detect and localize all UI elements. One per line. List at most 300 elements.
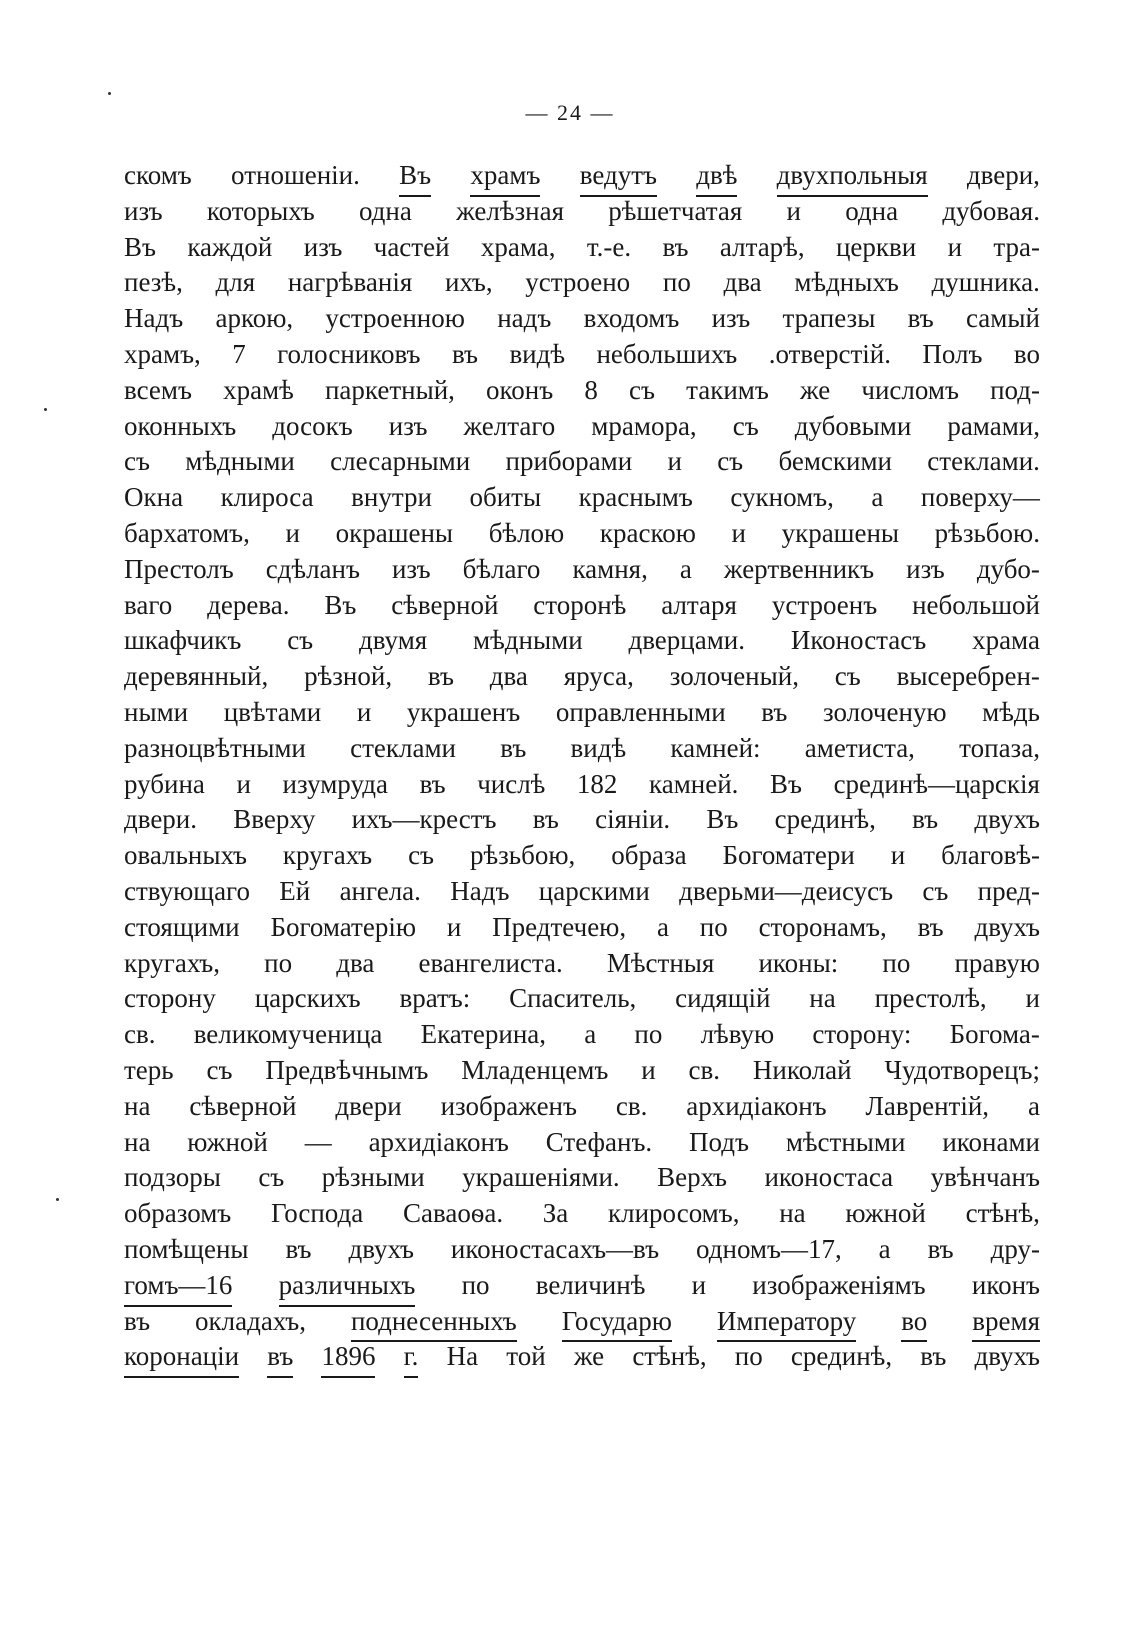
word: Младенцемъ: [461, 1054, 609, 1085]
word: престолѣ,: [874, 983, 987, 1014]
word: изъ: [124, 195, 163, 226]
word: нагрѣванія: [287, 267, 413, 298]
word: двухъ: [348, 1233, 414, 1264]
word: входомъ: [583, 303, 680, 334]
word: величинѣ: [535, 1269, 646, 1300]
word: съ: [922, 875, 949, 906]
word: стоящими: [124, 911, 240, 942]
word: по: [699, 911, 728, 942]
word: двери: [335, 1090, 402, 1121]
text-line: [124, 981, 1040, 1017]
word: въ: [912, 804, 939, 835]
text-line: [124, 1232, 1040, 1268]
word: оправленными: [555, 696, 726, 727]
text-line: [124, 444, 1040, 480]
word: же: [799, 374, 831, 405]
word: царскихъ: [254, 983, 361, 1014]
word: той: [506, 1341, 546, 1372]
word: царскими: [538, 875, 650, 906]
word: Мѣстныя: [606, 947, 715, 978]
word: отношеніи.: [231, 160, 360, 190]
word: топаза,: [959, 732, 1040, 763]
word: самый: [965, 303, 1040, 334]
word: лѣвую: [700, 1019, 775, 1050]
word: бѣлаго: [462, 553, 541, 584]
word: храмъ: [470, 158, 540, 197]
word: съ: [629, 374, 655, 405]
word: ствующаго: [124, 875, 250, 906]
word: дверцами.: [628, 625, 745, 656]
word: камней.: [649, 768, 739, 799]
word: дерева.: [207, 589, 290, 620]
text-line: [124, 838, 1040, 874]
word: съ: [258, 1162, 285, 1193]
word: кругахъ: [282, 840, 373, 871]
word: которыхъ: [206, 195, 315, 226]
body-text: [124, 158, 1040, 1375]
word: св.: [688, 1054, 720, 1085]
word: и: [641, 1054, 656, 1085]
word: рѣзными: [321, 1162, 425, 1193]
word: двухпольныя: [777, 158, 928, 197]
word: пред-: [977, 875, 1040, 906]
word: по: [634, 1019, 663, 1050]
word: аметиста,: [804, 732, 915, 763]
text-line: [124, 516, 1040, 552]
word: дубо-: [976, 553, 1040, 584]
word: же: [573, 1341, 605, 1372]
text-line: [124, 409, 1040, 445]
word: изъ: [303, 231, 343, 262]
word: Спаситель,: [509, 983, 637, 1014]
word: Надъ: [124, 303, 184, 334]
word: и: [731, 517, 746, 548]
word: по: [882, 947, 911, 978]
word: трапезы: [782, 303, 876, 334]
word: Престолъ: [124, 553, 234, 584]
word: и: [1025, 983, 1040, 1014]
text-line: [124, 1268, 1040, 1304]
word: дру-: [990, 1233, 1040, 1264]
word: образа: [611, 840, 687, 871]
word: яруса,: [563, 661, 634, 692]
word: благовѣ-: [941, 840, 1040, 871]
word: ваго: [124, 589, 173, 620]
text-line: [124, 230, 1040, 266]
word: Николай: [752, 1054, 852, 1085]
word: аркою,: [215, 303, 294, 334]
word: во: [901, 1304, 927, 1343]
word: окрашены: [335, 517, 454, 548]
word: въ: [917, 911, 944, 942]
word: двухъ: [974, 911, 1040, 942]
word: два: [336, 947, 375, 978]
word: храма: [972, 625, 1040, 656]
word: правую: [954, 947, 1040, 978]
word: т.-е.: [586, 231, 632, 262]
word: время: [972, 1304, 1040, 1343]
word: для: [215, 267, 256, 298]
word: поднесенныхъ: [351, 1304, 517, 1343]
word: а: [679, 553, 692, 584]
text-line: [124, 910, 1040, 946]
word: ными: [124, 696, 189, 727]
word: камней:: [670, 732, 761, 763]
word: евангелиста.: [418, 947, 563, 978]
word: въ: [500, 732, 527, 763]
word: срединѣ,: [790, 1341, 893, 1372]
word: съ: [287, 625, 314, 656]
word: гомъ—16: [124, 1268, 232, 1307]
text-line: [124, 623, 1040, 659]
word: Ей: [279, 875, 311, 906]
word: краскою: [599, 517, 696, 548]
word: на: [779, 1198, 806, 1229]
word: и: [667, 446, 682, 477]
word: сидящій: [675, 983, 771, 1014]
word: два: [723, 267, 762, 298]
word: 8: [584, 374, 598, 405]
word: срединѣ,: [774, 804, 876, 835]
word: мѣдными: [185, 446, 295, 477]
word: ихъ,: [444, 267, 493, 298]
scan-speck: [56, 1198, 59, 1201]
word: небольшой: [912, 589, 1040, 620]
word: Государю: [562, 1304, 672, 1343]
word: вратъ:: [399, 983, 471, 1014]
text-line: [124, 1053, 1040, 1089]
word: обиты: [469, 482, 542, 513]
word: во: [1013, 338, 1040, 369]
word: —: [304, 1126, 332, 1157]
word: под-: [990, 374, 1040, 405]
word: образомъ: [124, 1198, 232, 1229]
word: терь: [124, 1054, 174, 1085]
text-line: [124, 373, 1040, 409]
text-line: [124, 659, 1040, 695]
text-line: [124, 158, 1040, 194]
word: Надъ: [450, 875, 510, 906]
word: храма,: [480, 231, 556, 262]
word: досокъ: [272, 410, 353, 441]
word: стеклами.: [927, 446, 1040, 477]
word: и: [691, 1269, 707, 1300]
word: въ: [451, 338, 478, 369]
word: украшены: [781, 517, 900, 548]
word: г.: [404, 1339, 419, 1378]
word: по: [461, 1269, 490, 1300]
word: мѣдныхъ: [794, 267, 899, 298]
word: сторонѣ: [533, 589, 627, 620]
word: голосниковъ: [277, 338, 421, 369]
word: алтаря: [661, 589, 737, 620]
word: иконами: [942, 1126, 1040, 1157]
page-number: — 24 —: [525, 100, 615, 125]
word: съ: [408, 840, 435, 871]
word: изъ: [711, 303, 751, 334]
word: по: [264, 947, 293, 978]
word: въ: [124, 1305, 151, 1336]
word: надъ: [497, 303, 552, 334]
word: украшенъ: [406, 696, 521, 727]
word: Богоматери: [722, 840, 855, 871]
word: въ: [427, 661, 454, 692]
text-line: [124, 301, 1040, 337]
text-line: [124, 552, 1040, 588]
word: украшеніями.: [462, 1162, 620, 1193]
text-line: [124, 480, 1040, 516]
word: рамами,: [947, 410, 1040, 441]
word: св.: [615, 1090, 648, 1121]
word: Подъ: [689, 1126, 749, 1157]
word: двумя: [358, 625, 428, 656]
word: рѣшетчатая: [608, 195, 743, 226]
word: увѣнчанъ: [930, 1162, 1040, 1193]
word: Въ: [706, 804, 739, 835]
word: на: [809, 983, 836, 1014]
word: одномъ—17,: [696, 1233, 842, 1264]
word: подзоры: [124, 1162, 221, 1193]
word: а: [584, 1019, 597, 1050]
word: Въ: [770, 768, 802, 799]
word: сторону: [124, 983, 216, 1014]
word: и: [236, 768, 251, 799]
word: стѣнѣ,: [965, 1198, 1040, 1229]
word: овальныхъ: [124, 840, 247, 871]
text-line: [124, 767, 1040, 803]
word: рубина: [124, 768, 205, 799]
word: шкафчикъ: [124, 625, 242, 656]
word: дубовыми: [794, 410, 912, 441]
word: одна: [845, 195, 899, 226]
word: изображеніямъ: [752, 1269, 926, 1300]
text-line: [124, 265, 1040, 301]
word: съ: [124, 446, 150, 477]
word: краснымъ: [578, 482, 693, 513]
word: одна: [358, 195, 412, 226]
word: приборами: [505, 446, 633, 477]
word: золоченый,: [669, 661, 799, 692]
word: сторону:: [812, 1019, 912, 1050]
word: стѣнѣ,: [632, 1341, 707, 1372]
word: ангела.: [339, 875, 421, 906]
word: сдѣланъ: [265, 553, 360, 584]
word: Въ: [124, 231, 156, 262]
word: съ: [834, 661, 861, 692]
word: Лаврентій,: [865, 1090, 990, 1121]
word: золоченую: [822, 696, 947, 727]
word: двухъ: [974, 1341, 1040, 1372]
word: устроенъ: [771, 589, 878, 620]
word: бѣлою: [488, 517, 565, 548]
word: Предвѣчнымъ: [265, 1054, 429, 1085]
word: дверьми—деисусъ: [679, 875, 894, 906]
word: внутри: [351, 482, 432, 513]
word: архидіаконъ: [686, 1090, 827, 1121]
word: числомъ: [861, 374, 959, 405]
text-line: [124, 946, 1040, 982]
word: мѣдными: [473, 625, 583, 656]
word: великомученица: [193, 1019, 383, 1050]
word: На: [446, 1341, 479, 1372]
word: желѣзная: [456, 195, 564, 226]
word: на: [124, 1090, 151, 1121]
word: южной: [845, 1198, 926, 1229]
word: и: [285, 517, 300, 548]
word: 1896: [321, 1339, 375, 1378]
word: и: [947, 231, 963, 262]
text-line: [124, 194, 1040, 230]
word: мѣдь: [982, 696, 1040, 727]
word: цвѣтами: [223, 696, 322, 727]
word: ведутъ: [580, 158, 657, 197]
word: устроено: [525, 267, 631, 298]
text-line: [124, 1125, 1040, 1161]
word: въ: [662, 231, 689, 262]
word: изъ: [391, 553, 431, 584]
word: по: [662, 267, 691, 298]
word: изъ: [906, 553, 945, 584]
word: и: [446, 911, 462, 942]
word: иконы:: [758, 947, 839, 978]
word: храмъ,: [124, 338, 201, 369]
word: Чудотворецъ;: [884, 1054, 1040, 1085]
word: иконостаса: [764, 1162, 894, 1193]
word: оконныхъ: [124, 410, 237, 441]
text-line: [124, 1339, 1040, 1375]
word: различныхъ: [279, 1268, 416, 1307]
word: въ: [907, 303, 934, 334]
word: оконъ: [486, 374, 554, 405]
word: камня,: [572, 553, 648, 584]
word: помѣщены: [124, 1233, 249, 1264]
word: 7: [232, 338, 246, 369]
text-line: [124, 1304, 1040, 1340]
word: въ: [267, 1339, 293, 1378]
scan-speck: [44, 408, 47, 411]
word: каждой: [187, 231, 273, 262]
word: въ: [927, 1233, 954, 1264]
word: клироса: [220, 482, 314, 513]
word: два: [489, 661, 528, 692]
word: мѣстными: [785, 1126, 906, 1157]
word: ихъ—крестъ: [351, 804, 497, 835]
word: изъ: [388, 410, 428, 441]
word: съ: [732, 410, 759, 441]
word: срединѣ—царскія: [833, 768, 1040, 799]
word: скомъ: [124, 160, 192, 190]
text-line: [124, 1089, 1040, 1125]
word: жертвенникъ: [723, 553, 875, 584]
text-line: [124, 731, 1040, 767]
text-line: [124, 588, 1040, 624]
word: Верхъ: [657, 1162, 728, 1193]
text-line: [124, 1160, 1040, 1196]
text-line: [124, 695, 1040, 731]
scan-speck: [108, 92, 111, 95]
text-line: [124, 1196, 1040, 1232]
word: а: [871, 482, 884, 513]
word: въ: [532, 804, 559, 835]
word: южной: [187, 1126, 268, 1157]
word: въ: [419, 768, 446, 799]
word: частей: [373, 231, 450, 262]
word: св.: [124, 1019, 156, 1050]
word: поверху—: [920, 482, 1040, 513]
word: архидіаконъ: [368, 1126, 509, 1157]
word: паркетный,: [324, 374, 455, 405]
word: Окна: [124, 482, 184, 513]
word: сукномъ,: [730, 482, 834, 513]
word: и: [786, 195, 801, 226]
word: алтарѣ,: [719, 231, 805, 262]
word: а: [1027, 1090, 1040, 1121]
text-line: [124, 874, 1040, 910]
word: пезѣ,: [124, 267, 183, 298]
word: изображенъ: [440, 1090, 577, 1121]
word: деревянный,: [124, 661, 269, 692]
word: видѣ: [570, 732, 627, 763]
word: храмѣ: [223, 374, 294, 405]
word: 182: [576, 768, 618, 799]
word: окладахъ,: [195, 1305, 306, 1336]
text-line: [124, 337, 1040, 373]
word: рѣзьбою.: [934, 517, 1040, 548]
word: двери.: [124, 804, 198, 835]
word: небольшихъ: [596, 338, 738, 369]
word: слесарными: [330, 446, 471, 477]
word: такимъ: [686, 374, 769, 405]
word: и: [356, 696, 372, 727]
word: Господа: [270, 1198, 364, 1229]
word: высеребрен-: [896, 661, 1040, 692]
word: въ: [761, 696, 788, 727]
word: Полъ: [922, 338, 983, 369]
word: Саваоѳа.: [402, 1198, 504, 1229]
word: Въ: [399, 158, 431, 197]
word: сѣверной: [391, 589, 499, 620]
word: Вверху: [233, 804, 316, 835]
word: Екатерина,: [420, 1019, 547, 1050]
word: церкви: [835, 231, 917, 262]
word: видѣ: [509, 338, 566, 369]
word: тра-: [993, 231, 1040, 262]
word: мрамора,: [591, 410, 697, 441]
word: рѣзьбою,: [469, 840, 576, 871]
word: иконъ: [971, 1269, 1040, 1300]
word: Стефанъ.: [545, 1126, 653, 1157]
word: а: [878, 1233, 891, 1264]
word: на: [124, 1126, 151, 1157]
word: коронаціи: [124, 1339, 239, 1378]
word: съ: [717, 446, 744, 477]
word: Императору: [717, 1304, 856, 1343]
word: душника.: [931, 267, 1040, 298]
word: сторонамъ,: [758, 911, 887, 942]
word: бархатомъ,: [124, 517, 250, 548]
word: въ: [920, 1341, 947, 1372]
word: устроенною: [325, 303, 465, 334]
word: по: [734, 1341, 763, 1372]
word: клиросомъ,: [608, 1198, 740, 1229]
word: За: [542, 1198, 569, 1229]
word: изумруда: [282, 768, 388, 799]
word: рѣзной,: [304, 661, 393, 692]
word: и: [890, 840, 906, 871]
word: въ: [285, 1233, 312, 1264]
word: сіяніи.: [595, 804, 671, 835]
word: Богома-: [949, 1019, 1040, 1050]
